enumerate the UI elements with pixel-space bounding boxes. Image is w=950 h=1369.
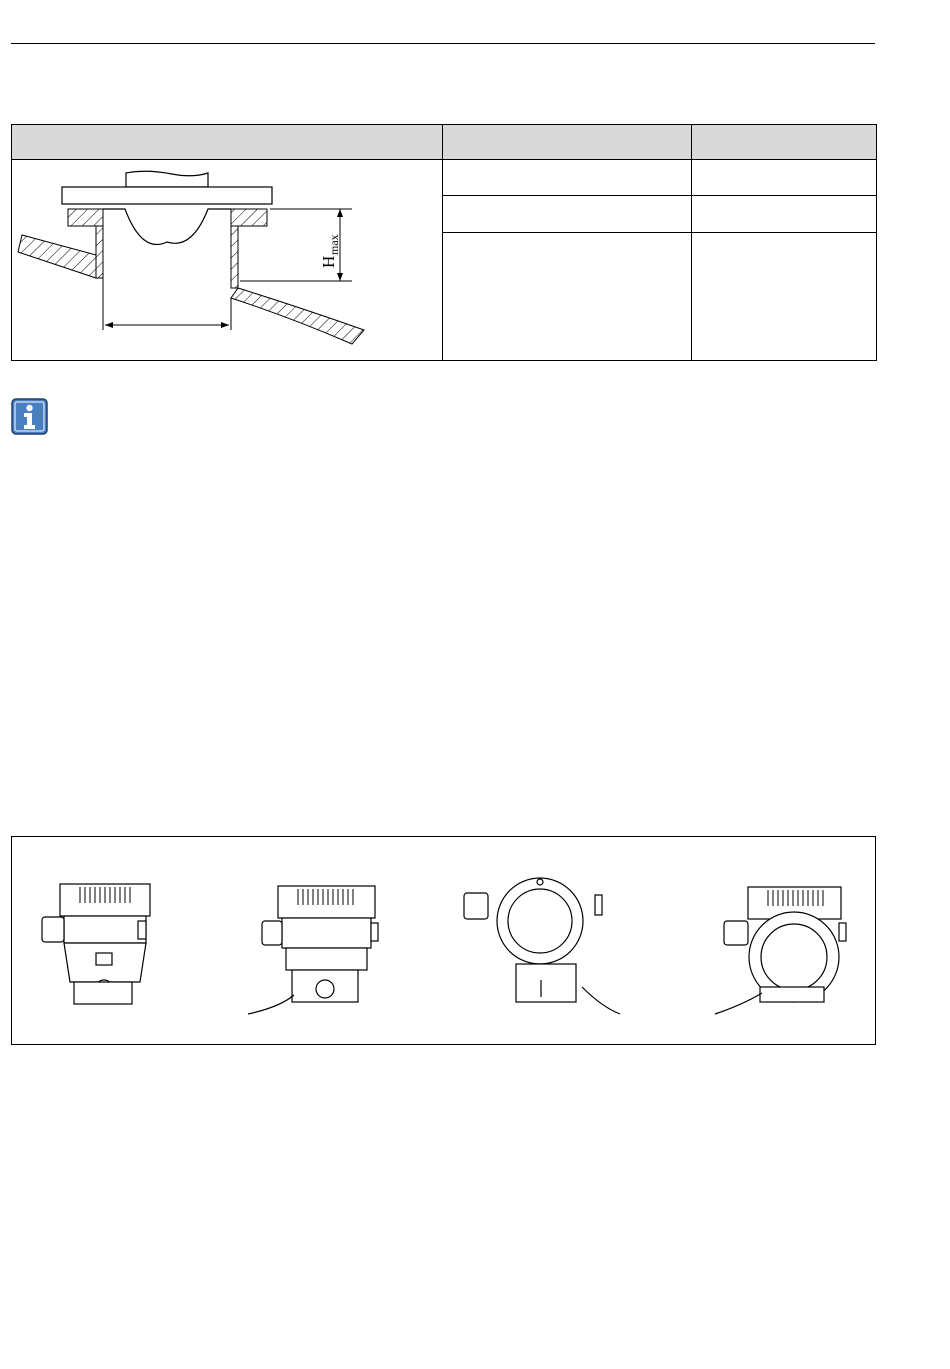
hmax-label: H — [319, 255, 338, 268]
housing-view-1 — [42, 884, 150, 1004]
nozzle-diagram — [12, 160, 442, 360]
table-cell — [692, 196, 877, 232]
housing-figure — [11, 836, 876, 1045]
table-cell — [443, 160, 692, 196]
table-header-col2 — [443, 125, 692, 160]
table-cell — [692, 232, 877, 360]
info-icon — [11, 398, 48, 435]
table-header-diagram — [12, 125, 443, 160]
table-cell — [443, 196, 692, 232]
nozzle-diagram-cell — [12, 160, 443, 361]
table-header-col3 — [692, 125, 877, 160]
table-row — [12, 160, 877, 196]
table-header-row — [12, 125, 877, 160]
nozzle-spec-table — [11, 124, 877, 361]
housing-views — [12, 837, 875, 1044]
hmax-subscript: max — [327, 234, 341, 255]
housing-view-4 — [715, 887, 846, 1014]
housing-view-3 — [464, 878, 620, 1014]
table-cell — [443, 232, 692, 360]
table-cell — [692, 160, 877, 196]
housing-view-2 — [248, 886, 378, 1014]
header-rule — [11, 43, 875, 44]
